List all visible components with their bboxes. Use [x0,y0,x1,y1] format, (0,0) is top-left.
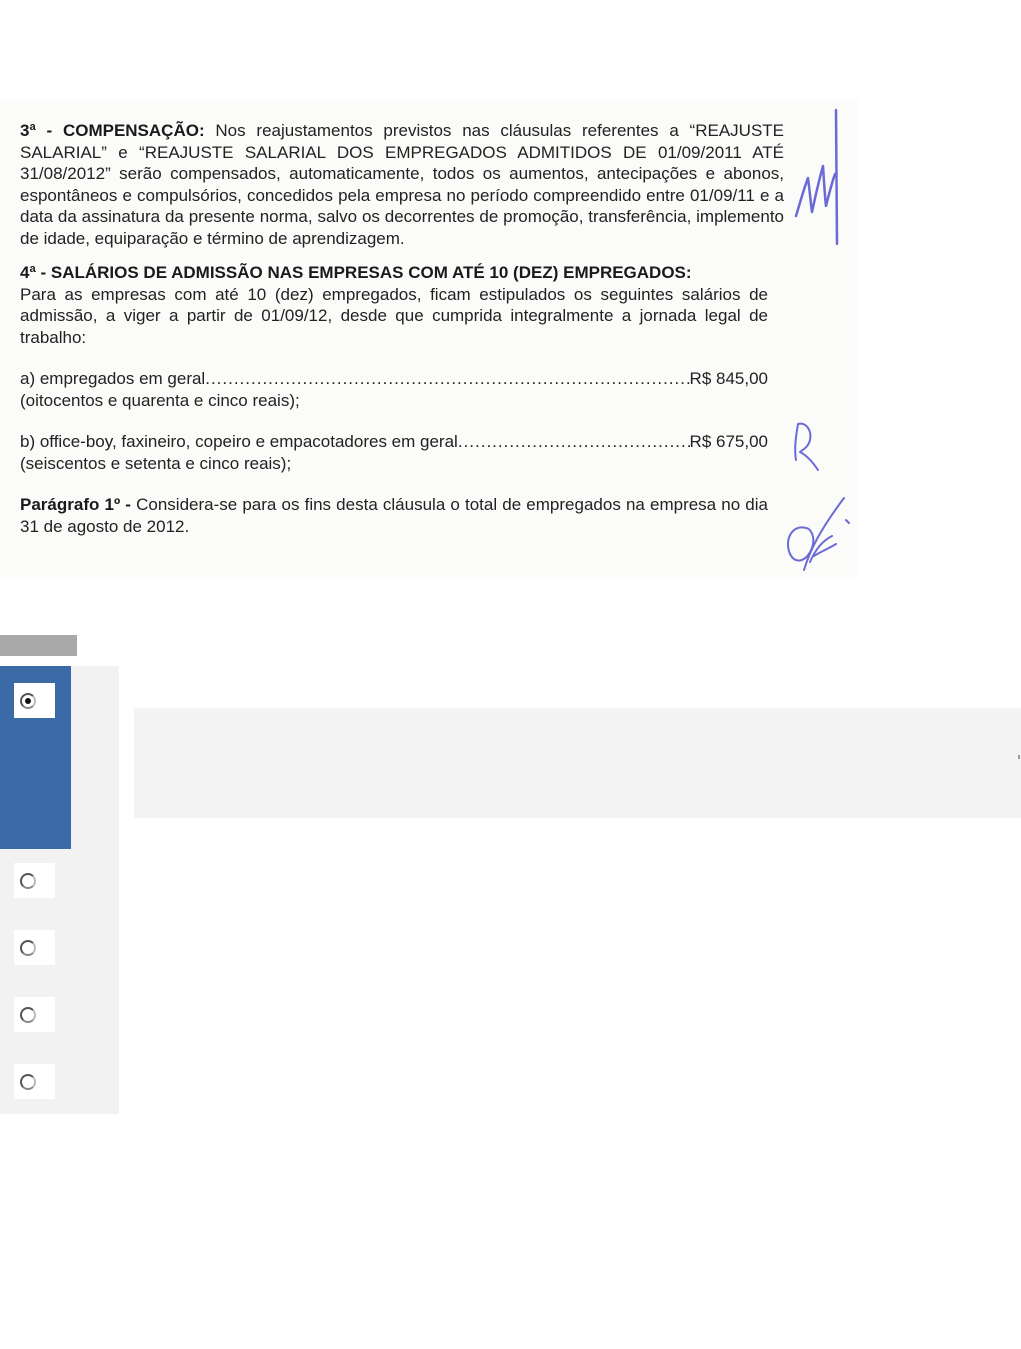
radio-unselected-icon [20,873,36,889]
salary-item-a-words: (oitocentos e quarenta e cinco reais); [20,390,300,410]
leader-dots [458,431,690,453]
clause-3-body: Nos reajustamentos previstos nas cláusulas referentes a “REAJUSTE SALARIAL” e “REAJUSTE SALARIAL DOS EMPREGADOS ADMITIDOS DE 01/09/2011 ATÉ 31/08/2012” serão compensados, automaticamente, todos os aumentos, antecipações e abonos, espontâneos e compulsórios, concedidos pela empresa no período compreendido entre 01/09/11 e a data da assinatura da presente norma, salvo os decorrentes de promoção, transferência, implemento de idade, equiparação e término de aprendizagem. [20,121,785,248]
option-radio-2[interactable] [14,863,55,898]
radio-dot-icon [25,698,31,704]
paragraph-1 [20,494,768,537]
salary-item-a [20,368,768,390]
radio-unselected-icon [20,1007,36,1023]
clause-4-body-text: Para as empresas com até 10 (dez) empregados, ficam estipulados os seguintes salários de admissão, a viger a partir de 01/09/12, desde que cumprida integralmente a jornada legal de trabalho: [20,284,768,347]
option-radio-1[interactable] [14,683,55,718]
clause-3 [20,120,784,249]
document-excerpt [0,100,858,577]
salary-item-b-value: R$ 675,00 [689,432,768,451]
option-radio-5[interactable] [14,1064,55,1099]
clause-4-heading: 4ª - SALÁRIOS DE ADMISSÃO NAS EMPRESAS COM ATÉ 10 (DEZ) EMPREGADOS: [20,263,692,282]
selected-answer-text-area [134,708,1021,818]
option-radio-4[interactable] [14,997,55,1032]
question-tab [0,635,77,656]
option-radio-3[interactable] [14,930,55,965]
clause-4 [20,262,768,284]
signature-initials-middle [788,418,828,474]
radio-unselected-icon [20,940,36,956]
paragraph-1-body: Considera-se para os fins desta cláusula o total de empregados na empresa no dia 31 de agosto de 2012. [20,495,768,536]
document-text [20,120,784,537]
paragraph-1-heading: Parágrafo 1º - [20,495,131,514]
salary-item-b [20,431,768,453]
radio-unselected-icon [20,1074,36,1090]
salary-item-a-value: R$ 845,00 [689,369,768,388]
salary-item-a-label: a) empregados em geral [20,369,206,388]
clause-4-body [20,284,768,349]
signature-initials-bottom [780,490,854,576]
signature-initials-top [790,108,850,248]
salary-item-b-words: (seiscentos e setenta e cinco reais); [20,453,292,473]
leader-dots [205,368,689,390]
clause-3-heading: 3ª - COMPENSAÇÃO: [20,121,205,140]
salary-item-b-label: b) office-boy, faxineiro, copeiro e empacotadores em geral [20,432,458,451]
scroll-edge-marker [1018,755,1020,759]
